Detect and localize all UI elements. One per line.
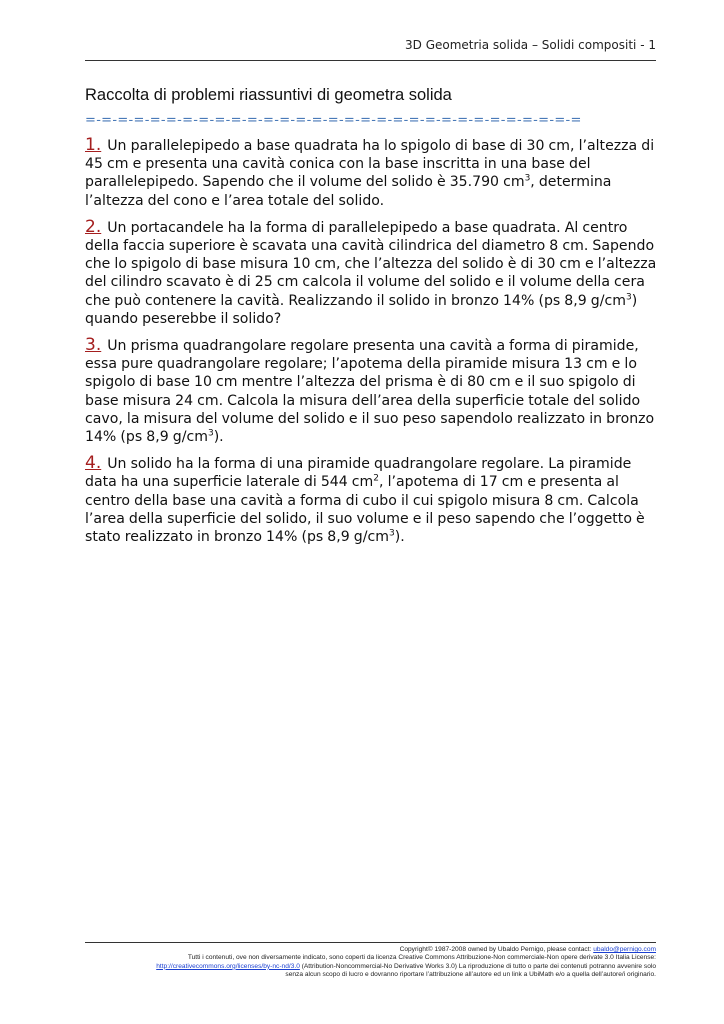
email-link[interactable]: ubaldo@pernigo.com [593, 946, 656, 953]
exponent: 3 [207, 428, 214, 439]
problem-text: , determina l’altezza del cono e l’area totale del solido. [85, 174, 612, 209]
problem-text: , l’apotema di 17 cm e presenta al centro della base una cavità a forma di cubo il cui spigolo misura 8 cm. Calcola l’area della superficie del solido, il suo volume e il peso sapendo che l’oggetto è stato realizzato in bronzo 14% (ps 8,9 g/cm [85, 474, 645, 546]
header-text: 3D Geometria solida – Solidi compositi - 1 [405, 38, 656, 52]
problem-number: 2. [85, 216, 102, 237]
document-title: Raccolta di problemi riassuntivi di geometra solida [85, 86, 452, 104]
problem-text: Un solido ha la forma di una piramide quadrangolare regolare. La piramide data ha una superficie laterale di 544 cm [85, 456, 632, 491]
exponent: 3 [524, 173, 531, 184]
problem-number: 1. [85, 135, 102, 155]
problem-text: Un portacandele ha la forma di parallelepipedo a base quadrata. Al centro della faccia superiore è scavata una cavità cilindrica del diametro 8 cm. Sapendo che lo spigolo di base misura 10 cm, che l’altezza del solido è di 30 cm e l’altezza del cilindro scavato è di 25 cm calcola il volume del solido e il volume della cera che può contenere la cavità. Realizzando il solido in bronzo 14% (ps 8,9 g/cm [85, 219, 657, 309]
problem-1 [85, 136, 659, 210]
problem-number: 3. [85, 335, 102, 356]
decorative-divider: =-=-=-=-=-=-=-=-=-=-=-=-=-=-=-=-=-=-=-=-=-=-=-=-=-=-=-=-=-=-= [85, 113, 582, 128]
problem-number: 4. [85, 453, 102, 474]
page-footer [85, 942, 656, 980]
exponent: 2 [373, 473, 380, 484]
license-link[interactable]: http://creativecommons.org/licenses/by-nc-nd/3.0 [156, 962, 300, 970]
license-description: (Attribution-Noncommercial-No Derivative Works 3.0) La riproduzione di tutto o parte dei contenuti potranno avvenire solo [299, 962, 656, 970]
problem-4 [85, 454, 659, 546]
license-line: Tutti i contenuti, ove non diversamente indicato, sono coperti da licenza Creative Commons Attribuzione-Non commerciale-Non opere derivate 3.0 Italia License: [187, 954, 656, 962]
problem-3 [85, 336, 659, 446]
problem-2 [85, 218, 659, 328]
problem-text: Un prisma quadrangolare regolare presenta una cavità a forma di piramide, essa pure quadrangolare regolare; l’apotema della piramide misura 13 cm e lo spigolo di base 10 cm mentre l’altezza del prisma è di 80 cm e il suo spigolo di base misura 24 cm. Calcola la misura dell’area della superficie totale del solido cavo, la misura del volume del solido e il suo peso sapendolo realizzato in bronzo 14% (ps 8,9 g/cm [85, 338, 655, 446]
problem-text: ) quando peserebbe il solido? [85, 292, 638, 327]
page-header [85, 38, 656, 61]
problem-text: ). [394, 529, 405, 546]
license-url-line [85, 963, 656, 971]
copyright-text: Copyright© 1987-2008 owned by Ubaldo Pernigo, please contact: [399, 946, 594, 953]
problem-text: Un parallelepipedo a base quadrata ha lo spigolo di base di 30 cm, l’altezza di 45 cm e presenta una cavità conica con la base inscritta in una base del parallelepipedo. Sapendo che il volume del solido è 35.790 cm [85, 138, 655, 191]
problem-list [85, 136, 659, 554]
exponent: 3 [388, 528, 395, 539]
copyright-line [85, 946, 656, 954]
attribution-line: senza alcun scopo di lucro e dovranno riportare l’attribuzione all’autore ed un link a UbiMath e/o a quella dell’autore/i originario. [285, 971, 656, 979]
exponent: 3 [625, 291, 632, 302]
problem-text: ). [213, 429, 224, 446]
